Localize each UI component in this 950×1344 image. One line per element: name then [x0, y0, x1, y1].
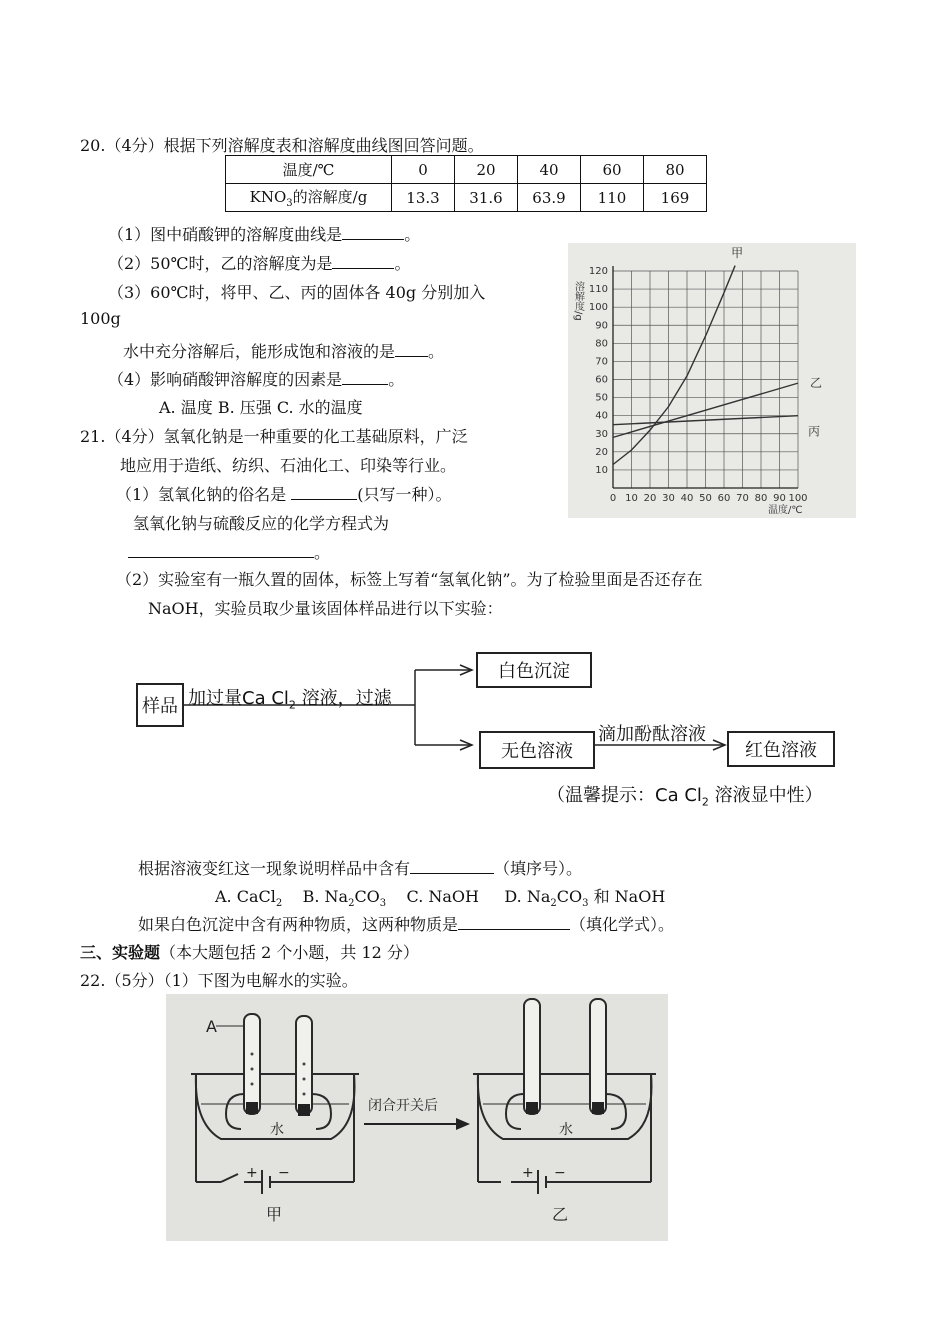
- answer-blank[interactable]: [458, 914, 570, 930]
- plus-sign-2: +: [522, 1165, 534, 1181]
- q20-part1: （1）图中硝酸钾的溶解度曲线是 。: [108, 225, 421, 244]
- table-cell: 31.6: [455, 184, 518, 212]
- answer-blank[interactable]: [342, 369, 388, 385]
- q20-part3c: 水中充分溶解后，能形成饱和溶液的是 。: [123, 342, 445, 361]
- x-tick-label: 0: [609, 493, 617, 504]
- plus-sign-1: +: [246, 1165, 258, 1181]
- step2-label: 滴加酚酞溶液: [598, 724, 706, 745]
- q20-part4: （4）影响硝酸钾溶解度的因素是 。: [108, 370, 405, 389]
- table-cell: 0: [392, 156, 455, 184]
- sample-box: 样品: [136, 683, 184, 727]
- q21-part1-equation: 氢氧化钠与硫酸反应的化学方程式为: [133, 514, 390, 533]
- q21-part1: （1）氢氧化钠的俗名是 (只写一种）。: [116, 485, 452, 504]
- series-label: 甲: [731, 246, 744, 260]
- table-cell: 13.3: [392, 184, 455, 212]
- y-tick-label: 120: [588, 266, 608, 277]
- y-tick-label: 110: [588, 284, 608, 296]
- x-tick-label: 40: [680, 493, 694, 504]
- red-solution-box: 红色溶液: [727, 731, 835, 767]
- y-tick-label: 50: [595, 392, 608, 404]
- minus-sign-2: −: [554, 1165, 566, 1181]
- label-water-1: 水: [270, 1122, 284, 1138]
- colorless-solution-box: 无色溶液: [479, 731, 595, 769]
- table-cell: 80: [644, 156, 707, 184]
- y-tick-label: 30: [595, 428, 608, 440]
- label-yi: 乙: [552, 1205, 569, 1224]
- q21-part4: 如果白色沉淀中含有两种物质，这两种物质是 （填化学式）。: [138, 915, 675, 934]
- q21-heading-line2: 地应用于造纸、纺织、石油化工、印染等行业。: [120, 456, 457, 475]
- q21-part2-line2: NaOH，实验员取少量该固体样品进行以下实验：: [148, 599, 503, 618]
- section-3-title: 三、实验题（本大题包括 2 个小题，共 12 分）: [80, 943, 419, 962]
- label-a: A: [206, 1017, 217, 1036]
- table-cell: 60: [581, 156, 644, 184]
- x-tick-label: 100: [788, 493, 808, 504]
- table-cell: 40: [518, 156, 581, 184]
- series-label: 丙: [808, 424, 821, 439]
- x-tick-label: 80: [754, 493, 768, 504]
- answer-blank[interactable]: [395, 341, 428, 357]
- q20-part3b: 100g: [80, 309, 121, 328]
- electrolysis-figure: [166, 994, 668, 1241]
- label-jia: 甲: [266, 1205, 283, 1224]
- hint-note: （温馨提示：Ca $Cl_2$ 溶液显中性）: [547, 785, 823, 809]
- solubility-chart: [568, 243, 856, 518]
- x-tick-label: 30: [662, 493, 675, 504]
- answer-blank[interactable]: [128, 542, 314, 558]
- q21-part2-line1: （2）实验室有一瓶久置的固体，标签上写着“氢氧化钠”。为了检验里面是否还存在: [116, 570, 703, 589]
- q21-options: A. CaCl$_2$ B. $Na_2CO_3$ C. NaOH D. $Na_2CO_3$ 和 NaOH: [215, 887, 666, 910]
- q20-part3a: （3）60℃时，将甲、乙、丙的固体各 40g 分别加入: [108, 283, 486, 302]
- q21-part3: 根据溶液变红这一现象说明样品中含有 （填序号）。: [138, 859, 583, 878]
- table-cell: 110: [581, 184, 644, 212]
- y-tick-label: 100: [588, 302, 608, 314]
- series-label: 乙: [810, 376, 823, 391]
- q20-options: A. 温度 B. 压强 C. 水的温度: [159, 398, 363, 417]
- answer-blank[interactable]: [342, 224, 404, 240]
- y-tick-label: 40: [595, 410, 608, 422]
- step1-label: 加过量Ca $Cl_2$ 溶液，过滤: [188, 688, 392, 712]
- x-tick-label: 90: [773, 493, 786, 504]
- table-header-solubility: $KNO_3$的溶解度/g: [226, 184, 392, 212]
- y-tick-label: 80: [595, 338, 608, 350]
- y-tick-label: 20: [595, 446, 608, 458]
- x-tick-label: 10: [625, 493, 638, 504]
- y-tick-label: 90: [595, 320, 608, 332]
- table-cell: 169: [644, 184, 707, 212]
- solubility-chart-svg: [568, 243, 856, 518]
- y-tick-label: 60: [595, 374, 608, 386]
- y-axis-label: 溶解度/g: [572, 281, 584, 321]
- minus-sign-1: −: [278, 1165, 290, 1181]
- y-tick-label: 10: [595, 464, 608, 476]
- answer-blank[interactable]: [332, 253, 394, 269]
- label-water-2: 水: [559, 1122, 573, 1138]
- table-header-temp: 温度/℃: [226, 156, 392, 184]
- x-tick-label: 70: [736, 493, 749, 504]
- electrolysis-svg: [166, 994, 668, 1241]
- solubility-table: [225, 155, 707, 212]
- x-tick-label: 60: [717, 493, 731, 504]
- answer-blank[interactable]: [291, 484, 357, 500]
- white-precipitate-box: 白色沉淀: [476, 652, 592, 688]
- x-axis-label: 温度/℃: [768, 505, 803, 516]
- q20-part2: （2）50℃时，乙的溶解度为是 。: [108, 254, 411, 273]
- x-tick-label: 20: [643, 493, 657, 504]
- answer-blank[interactable]: [410, 858, 494, 874]
- q21-equation-line: 。: [128, 540, 330, 563]
- x-tick-label: 50: [699, 493, 712, 504]
- arrow-label: 闭合开关后: [368, 1098, 438, 1114]
- q20-heading: 20.（4分）根据下列溶解度表和溶解度曲线图回答问题。: [80, 136, 484, 155]
- q21-heading-line1: 21.（4分）氢氧化钠是一种重要的化工基础原料，广泛: [80, 427, 468, 446]
- table-cell: 63.9: [518, 184, 581, 212]
- table-cell: 20: [455, 156, 518, 184]
- y-tick-label: 70: [595, 356, 608, 368]
- q22-heading: 22.（5分）（1）下图为电解水的实验。: [80, 971, 358, 990]
